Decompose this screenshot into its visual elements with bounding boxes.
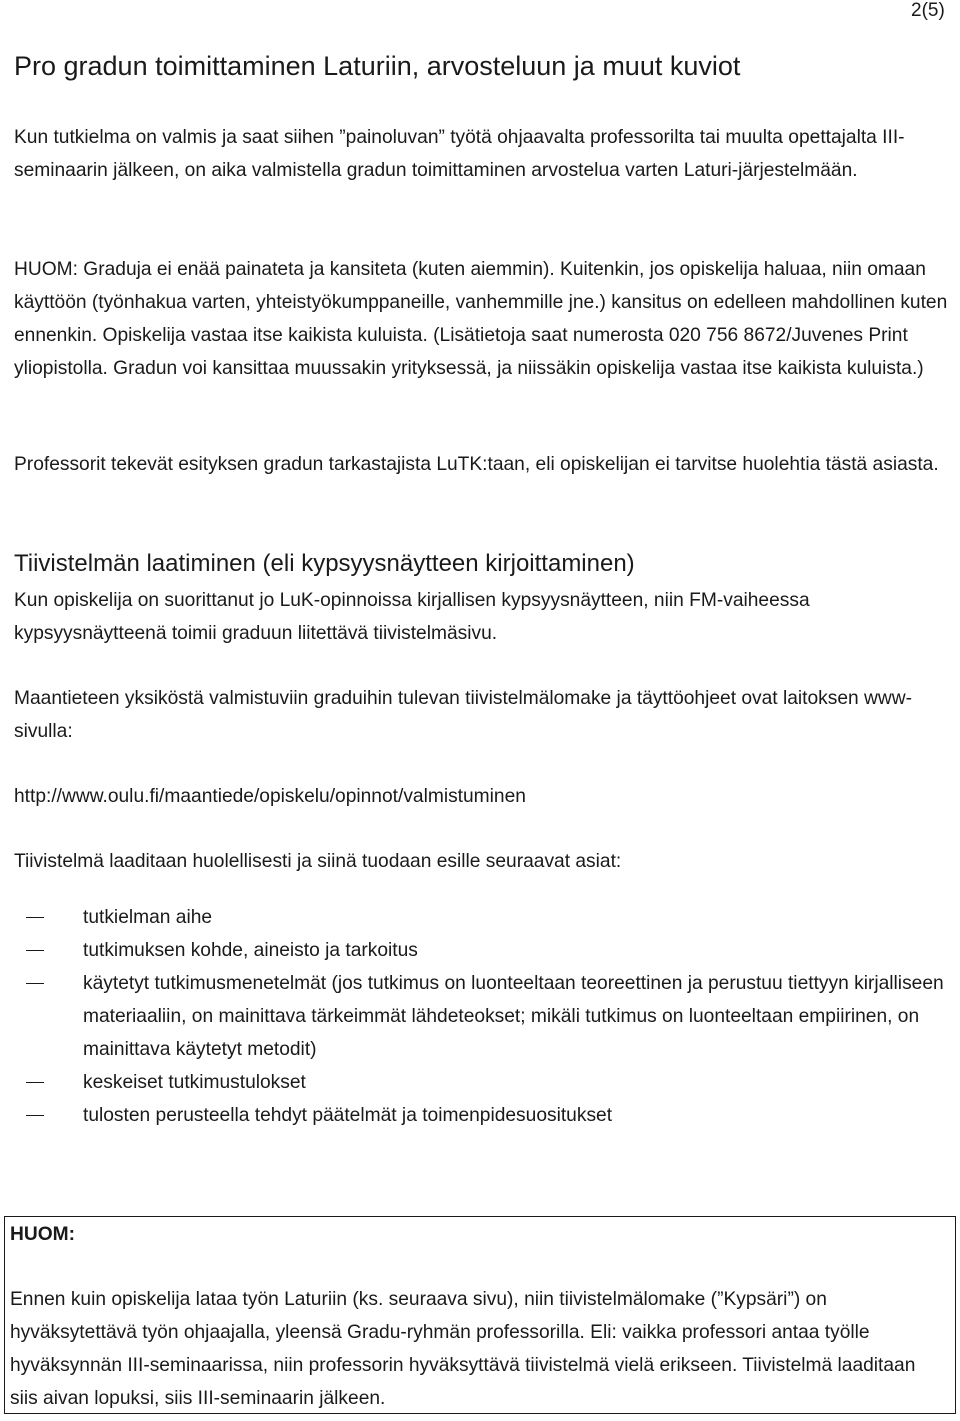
dash-bullet-icon — [26, 1115, 44, 1116]
page-title: Pro gradun toimittaminen Laturiin, arvosteluun ja muut kuviot — [14, 51, 741, 81]
abstract-requirements-list — [14, 901, 949, 1132]
maturity-test-paragraph: Kun opiskelija on suorittanut jo LuK-opinnoissa kirjallisen kypsyysnäytteen, niin FM-vaiheessa kypsyysnäytteenä toimii graduun liitettävä tiivistelmäsivu. — [14, 590, 810, 644]
department-url: http://www.oulu.fi/maantiede/opiskelu/opinnot/valmistuminen — [14, 786, 526, 807]
list-item: tutkimuksen kohde, aineisto ja tarkoitus — [14, 934, 949, 967]
note-label: HUOM: — [10, 1224, 76, 1245]
form-location-paragraph: Maantieteen yksiköstä valmistuviin graduihin tulevan tiivistelmälomake ja täyttöohjeet ovat laitoksen www-sivulla: — [14, 688, 912, 742]
abstract-requirements-intro: Tiivistelmä laaditaan huolellisesti ja siinä tuodaan esille seuraavat asiat: — [14, 851, 622, 872]
intro-paragraph: Kun tutkielma on valmis ja saat siihen ”painoluvan” työtä ohjaavalta professorilta tai muulta opettajalta III-seminaarin jälkeen, on aika valmistella gradun toimittaminen arvostelua varten Laturi-järjestelmään. — [14, 127, 905, 181]
page-number: 2(5) — [911, 0, 945, 21]
binding-note-paragraph: HUOM: Graduja ei enää painateta ja kansiteta (kuten aiemmin). Kuitenkin, jos opiskelija haluaa, niin omaan käyttöön (työnhakua varten, yhteistyökumppaneille, vanhemmille jne.) kansitus on edelleen mahdollinen kuten ennenkin. Opiskelija vastaa itse kaikista kuluista. (Lisätietoja saat numerosta 020 756 8672/Juvenes Print yliopistolla. Gradun voi kansittaa muussakin yrityksessä, ja niissäkin opiskelija vastaa itse kaikista kuluista.) — [14, 259, 948, 379]
dash-bullet-icon — [26, 1082, 44, 1083]
examiners-paragraph: Professorit tekevät esityksen gradun tarkastajista LuTK:taan, eli opiskelijan ei tarvitse huolehtia tästä asiasta. — [14, 454, 939, 475]
note-text: Ennen kuin opiskelija lataa työn Laturiin (ks. seuraava sivu), niin tiivistelmälomake (”Kypsäri”) on hyväksytettävä työn ohjaajalla, yleensä Gradu-ryhmän professorilla. Eli: vaikka professori antaa työlle hyväksynnän III-seminaarissa, niin professorin hyväksyttävä tiivistelmä vielä erikseen. Tiivistelmä laaditaan siis aivan lopuksi, siis III-seminaarin jälkeen. — [10, 1289, 916, 1409]
list-item: tulosten perusteella tehdyt päätelmät ja toimenpidesuositukset — [14, 1099, 949, 1132]
list-item: käytetyt tutkimusmenetelmät (jos tutkimus on luonteeltaan teoreettinen ja perustuu tiettyyn kirjalliseen materiaaliin, on mainittava tärkeimmät lähdeteokset; mikäli tutkimus on luonteeltaan empiirinen, on mainittava käytetyt metodit) — [14, 967, 949, 1066]
section-heading-abstract: Tiivistelmän laatiminen (eli kypsyysnäytteen kirjoittaminen) — [14, 550, 635, 577]
dash-bullet-icon — [26, 917, 44, 918]
dash-bullet-icon — [26, 950, 44, 951]
list-item: tutkielman aihe — [14, 901, 949, 934]
list-item: keskeiset tutkimustulokset — [14, 1066, 949, 1099]
dash-bullet-icon — [26, 983, 44, 984]
